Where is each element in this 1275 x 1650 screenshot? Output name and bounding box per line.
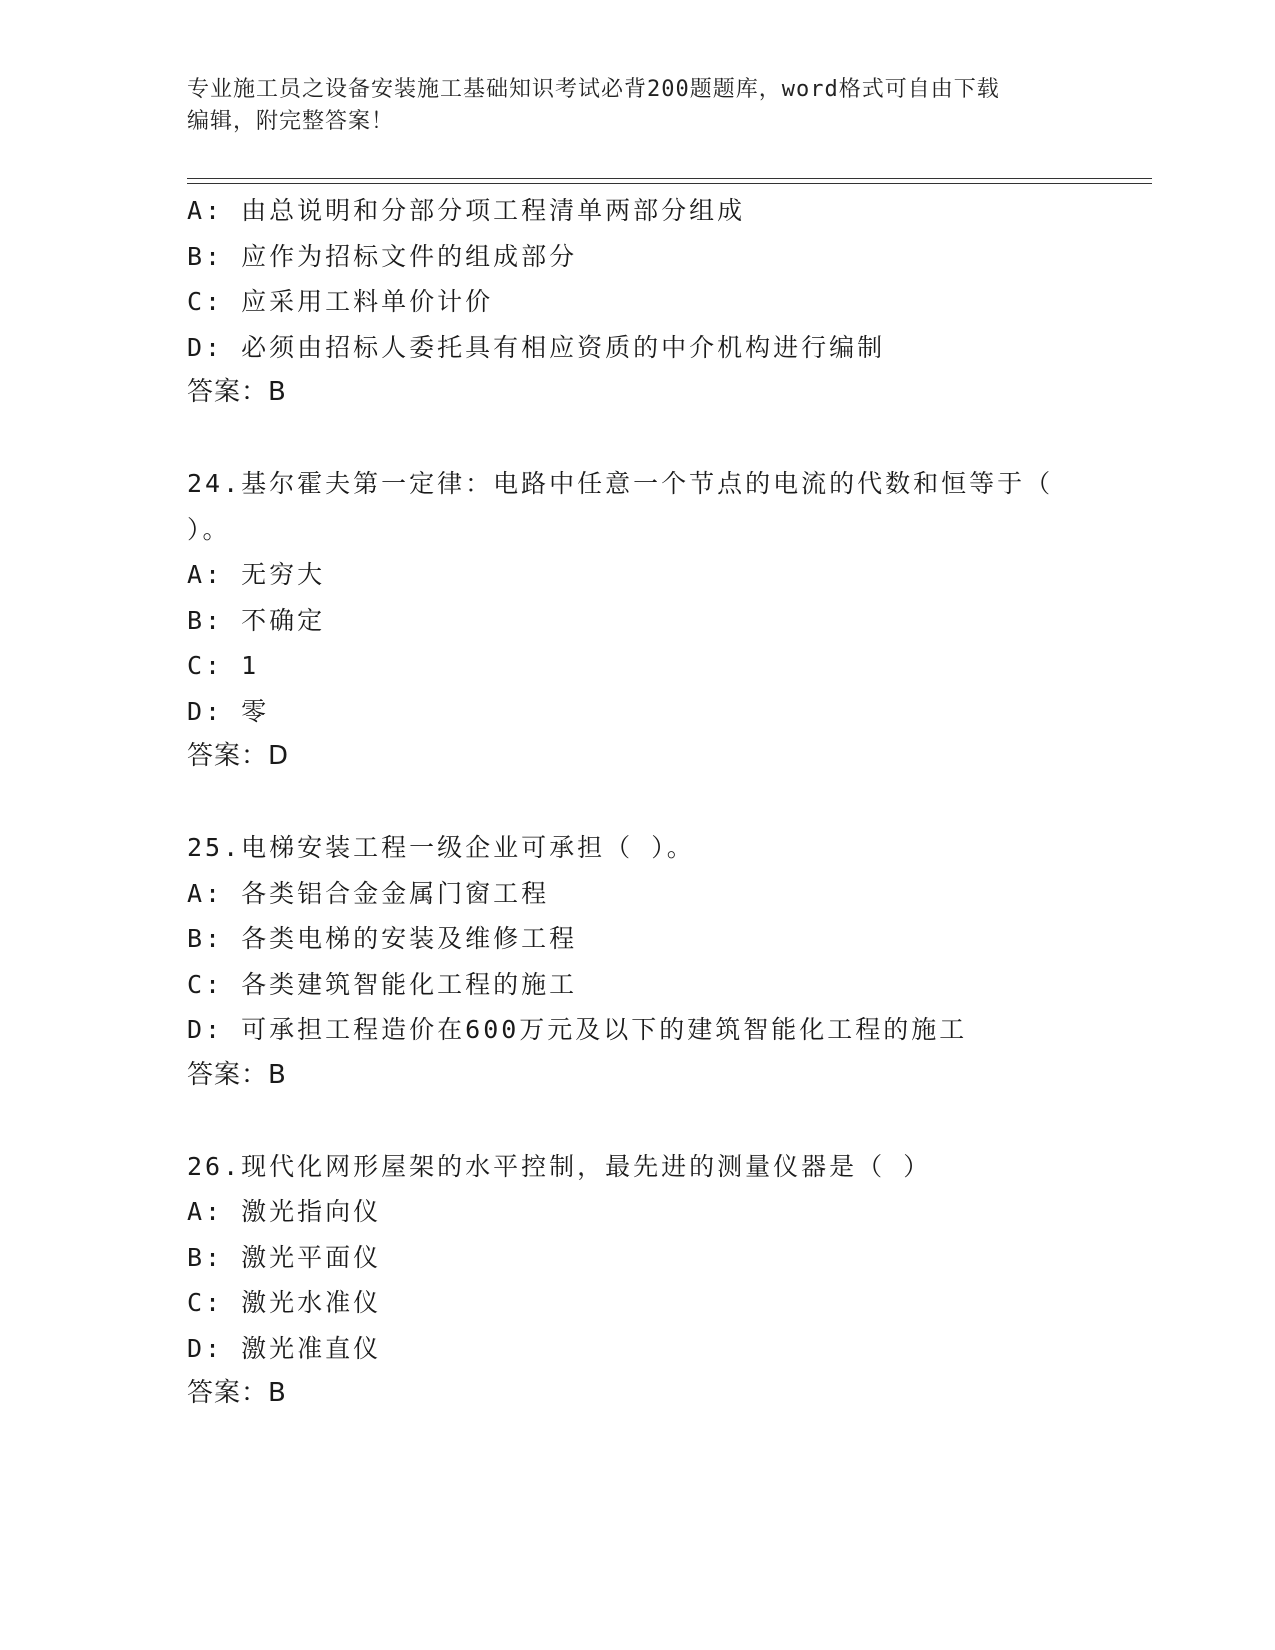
question-block-25 (187, 825, 1152, 1098)
question-text-line-2: ）。 (187, 514, 231, 544)
answer-line: 答案：B (187, 1059, 287, 1090)
option-d: D: 零 (187, 696, 270, 726)
question-block-24 (187, 461, 1152, 780)
option-b: B: 激光平面仪 (187, 1242, 382, 1272)
option-a: A: 激光指向仪 (187, 1197, 382, 1226)
option-c: C: 激光水准仪 (187, 1288, 382, 1317)
answer-line: 答案：B (187, 1378, 287, 1408)
header-divider-top (187, 178, 1152, 179)
option-c: C: 各类建筑智能化工程的施工 (187, 969, 578, 999)
option-c: C: 应采用工料单价计价 (187, 287, 494, 316)
question-text: 26.现代化网形屋架的水平控制，最先进的测量仪器是（ ） (187, 1151, 932, 1181)
option-d: D: 激光准直仪 (187, 1333, 382, 1363)
header-divider-bottom (187, 183, 1152, 184)
option-b: B: 各类电梯的安装及维修工程 (187, 924, 578, 953)
option-d: D: 必须由招标人委托具有相应资质的中介机构进行编制 (187, 332, 886, 362)
question-spacer (187, 1098, 1152, 1144)
option-a: A: 由总说明和分部分项工程清单两部分组成 (187, 196, 746, 225)
document-header (187, 74, 1087, 138)
answer-line: 答案：B (187, 377, 287, 407)
header-title-line-1: 专业施工员之设备安装施工基础知识考试必背200题题库，word格式可自由下载 (187, 77, 1000, 102)
question-spacer (187, 416, 1152, 462)
option-b: B: 应作为招标文件的组成部分 (187, 241, 578, 271)
option-b: B: 不确定 (187, 605, 326, 635)
question-text: 25.电梯安装工程一级企业可承担（ ）。 (187, 833, 695, 862)
question-text-line-1: 24.基尔霍夫第一定律：电路中任意一个节点的电流的代数和恒等于（ (187, 469, 1054, 498)
question-block-26 (187, 1144, 1152, 1417)
option-d: D: 可承担工程造价在600万元及以下的建筑智能化工程的施工 (187, 1015, 968, 1044)
header-title-line-2: 编辑，附完整答案！ (187, 109, 395, 134)
option-a: A: 无穷大 (187, 560, 326, 589)
question-block-23 (187, 188, 1152, 416)
option-c: C: 1 (187, 651, 260, 680)
answer-line: 答案：D (187, 741, 290, 771)
question-content (187, 188, 1152, 1417)
question-spacer (187, 780, 1152, 826)
option-a: A: 各类铝合金金属门窗工程 (187, 878, 550, 908)
